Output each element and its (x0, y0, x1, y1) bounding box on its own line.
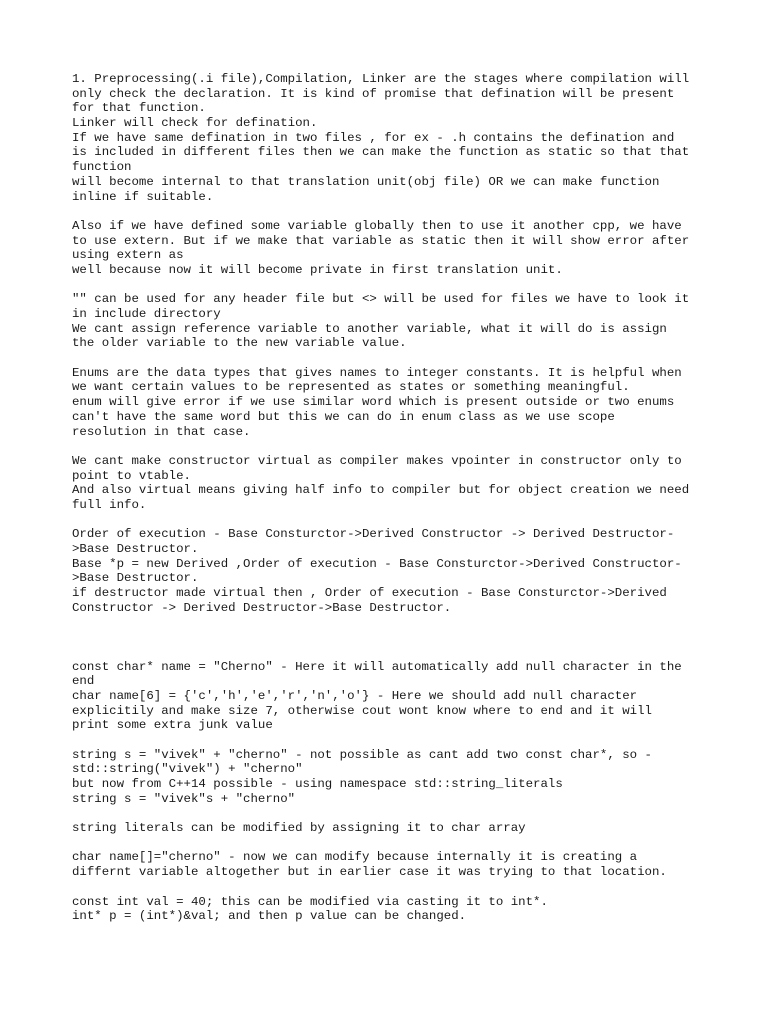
text-line: const int val = 40; this can be modified via casting it to int*. (72, 894, 548, 909)
text-line: is included in different files then we can make the function as static so that that (72, 145, 690, 160)
text-line (72, 733, 712, 748)
text-line: full info. (72, 497, 147, 512)
text-line: "" can be used for any header file but <> will be used for files we have to look it (72, 292, 690, 307)
text-line: to use extern. But if we make that variable as static then it will show error after (72, 233, 690, 248)
text-line: string s = "vivek"s + "cherno" (72, 791, 296, 806)
text-line (72, 836, 712, 851)
text-line (72, 880, 712, 895)
text-line (72, 204, 712, 219)
text-line: Order of execution - Base Consturctor->Derived Constructor -> Derived Destructor- (72, 527, 675, 542)
text-line: explicitily and make size 7, otherwise cout wont know where to end and it will (72, 703, 652, 718)
text-line (72, 439, 712, 454)
text-line: Base *p = new Derived ,Order of execution - Base Consturctor->Derived Constructor- (72, 556, 682, 571)
text-line: Enums are the data types that gives names to integer constants. It is helpful when (72, 365, 682, 380)
text-line: 1. Preprocessing(.i file),Compilation, Linker are the stages where compilation will (72, 72, 690, 86)
text-line: the older variable to the new variable value. (72, 336, 407, 351)
text-line: if destructor made virtual then , Order of execution - Base Consturctor->Derived (72, 586, 667, 601)
text-line: inline if suitable. (72, 189, 214, 204)
text-line: string literals can be modified by assigning it to char array (72, 821, 526, 836)
text-line: int* p = (int*)&val; and then p value can be changed. (72, 909, 467, 924)
document-page (72, 72, 712, 924)
text-line: in include directory (72, 307, 221, 321)
text-line: for that function. (72, 101, 206, 116)
text-line: will become internal to that translation unit(obj file) OR we can make function (72, 174, 660, 189)
text-line: but now from C++14 possible - using namespace std::string_literals (72, 777, 563, 791)
text-line: If we have same defination in two files , for ex - .h contains the defination and (72, 130, 675, 145)
text-line: We cant assign reference variable to another variable, what it will do is assign (72, 321, 667, 336)
text-line (72, 645, 712, 660)
text-line (72, 513, 712, 528)
text-line: >Base Destructor. (72, 542, 199, 556)
text-line: only check the declaration. It is kind of promise that defination will be present (72, 86, 675, 101)
text-line: function (72, 160, 132, 175)
text-line: resolution in that case. (72, 424, 251, 439)
text-line: char name[6] = {'c','h','e','r','n','o'} - Here we should add null character (72, 688, 638, 703)
text-line: using extern as (72, 248, 184, 263)
text-line: we want certain values to be represented as states or something meaningful. (72, 380, 630, 395)
text-line: Linker will check for defination. (72, 116, 318, 131)
text-line (72, 278, 712, 293)
text-line: can't have the same word but this we can do in enum class as we use scope (72, 409, 615, 424)
text-line: And also virtual means giving half info to compiler but for object creation we need (72, 483, 690, 498)
text-line (72, 615, 712, 630)
text-line: Also if we have defined some variable globally then to use it another cpp, we have (72, 218, 682, 233)
text-line: char name[]="cherno" - now we can modify because internally it is creating a (72, 850, 638, 865)
text-line: enum will give error if we use similar word which is present outside or two enums (72, 395, 675, 410)
text-line: const char* name = "Cherno" - Here it will automatically add null character in the (72, 659, 682, 674)
text-line: std::string("vivek") + "cherno" (72, 762, 303, 777)
text-line: Constructor -> Derived Destructor->Base Destructor. (72, 600, 452, 615)
text-line (72, 630, 712, 645)
text-line: well because now it will become private in first translation unit. (72, 262, 563, 277)
text-line (72, 806, 712, 821)
text-line: print some extra junk value (72, 718, 273, 733)
text-line: We cant make constructor virtual as compiler makes vpointer in constructor only to (72, 453, 682, 468)
text-line: string s = "vivek" + "cherno" - not possible as cant add two const char*, so - (72, 747, 652, 762)
text-line: end (72, 674, 95, 689)
text-line (72, 351, 712, 366)
text-line: point to vtable. (72, 468, 191, 483)
text-line: differnt variable altogether but in earlier case it was trying to that location. (72, 865, 667, 880)
text-line: >Base Destructor. (72, 571, 199, 586)
